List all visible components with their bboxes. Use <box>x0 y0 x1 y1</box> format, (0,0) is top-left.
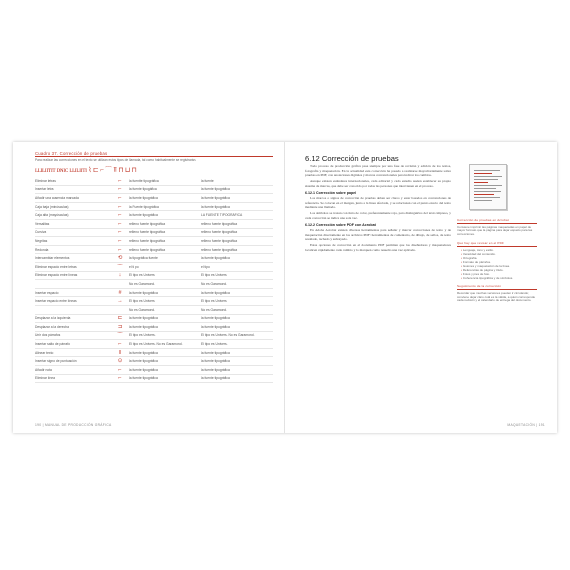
result-text: la fuente tipográfica <box>201 324 230 329</box>
proof-mark-icon: ⌐ <box>118 229 122 236</box>
result-text: la fuente tipográfica <box>201 187 230 192</box>
section-heading: 6.12 Corrección de pruebas <box>305 154 399 163</box>
mark-name: Insertar letra <box>35 187 54 192</box>
mark-name: Eliminar espacio entre letras <box>35 264 77 269</box>
proof-mark-icon: ⌐ <box>118 194 122 201</box>
example-text: la fuente tipográfica <box>129 324 158 329</box>
table-row <box>35 220 273 229</box>
example-text: relleno fuente tipográfica <box>129 238 166 243</box>
result-text: la fuente tipográfica <box>201 367 230 372</box>
table-row <box>35 186 273 195</box>
table-row <box>35 375 273 384</box>
table-row <box>35 357 273 366</box>
table-row <box>35 203 273 212</box>
figure-caption: Cuadro 37. Corrección de pruebas <box>35 151 108 156</box>
proof-mark-icon: # <box>118 289 122 296</box>
result-text: la fuente tipográfica <box>201 204 230 209</box>
mark-name: Intercambiar elementos <box>35 256 70 261</box>
example-text: la fuente tipográfica <box>129 213 158 218</box>
figure-intro: Para realizar las correcciones en el texto se utilizan estos tipos de llamada, tal como habitualmente se registrarán. <box>35 158 197 162</box>
paragraph: En Adobe Acrobat existen diversas herramientas para señalar y marcar correcciones de texto y de maquetación directamente en los archivos PDF: herramientas de comentario, de dibujo, de sellos, de texto resaltado, tachado y subrayado. <box>305 228 451 242</box>
list-item: • Veracidad del contenido. <box>461 252 537 256</box>
table-row <box>35 366 273 375</box>
table-row <box>35 340 273 349</box>
result-text: No es Garamond. <box>201 307 228 312</box>
example-text: No es Garamond. <box>129 307 156 312</box>
checklist <box>457 248 537 280</box>
right-page <box>285 142 557 433</box>
table-row <box>35 254 273 263</box>
proof-mark-icon: ⊐ <box>117 323 123 330</box>
example-text: relleno fuente tipográfica <box>129 247 166 252</box>
proof-mark-icon: ⌐ <box>118 212 122 219</box>
mark-name: Insertar salto de párrafo <box>35 342 71 347</box>
result-text: la fuente tipográfica <box>201 195 230 200</box>
mark-name: Versalitas <box>35 221 50 226</box>
table-row <box>35 194 273 203</box>
sidebar-text: Conviene imprimir las páginas maquetadas en papel de mayor formato que la página para dejar espacio para las correcciones. <box>457 224 533 237</box>
mark-name: Añadir nota <box>35 367 52 372</box>
proof-mark-icon: ⌒ <box>117 264 123 271</box>
example-text: la fuente tipográfica <box>129 195 158 200</box>
mark-name: Desplazar a la derecha <box>35 324 69 329</box>
sidebar-text: Recordar que muchas versiones pueden ir circulando; conviene dejar claro cuál es la válida, a quién corresponde cada revisión y el calendario de entrega del documento. <box>457 290 536 303</box>
mark-name: Desplazar a la izquierda <box>35 316 71 321</box>
mark-name: Añadir una ausencia marcada <box>35 195 79 200</box>
table-row <box>35 323 273 332</box>
example-text: relleno fuente tipográfica <box>129 230 166 235</box>
caption-rule <box>35 156 273 157</box>
proof-mark-icon: ⌐ <box>118 186 122 193</box>
list-item: • Formato de párrafos. <box>461 260 537 264</box>
proof-mark-icon: ⌐ <box>118 341 122 348</box>
result-text: relleno fuente tipográfica <box>201 230 238 235</box>
table-row <box>35 177 273 186</box>
result-text: la fuente tipográfica <box>201 316 230 321</box>
proof-mark-icon: ⌐ <box>118 177 122 184</box>
table-row <box>35 332 273 341</box>
example-text: la Fuente tipográfica <box>129 204 159 209</box>
subheading: 6.12.1 Corrección sobre papel <box>305 190 357 195</box>
result-text: el tipo <box>201 264 210 269</box>
proof-mark-icon: ⌒ <box>117 333 123 340</box>
mark-name: Insertar signo de puntuación <box>35 359 77 364</box>
list-item: • Guiones y maquetación de la línea. <box>461 264 537 268</box>
paragraph: Todo proceso de producción gráfica pasa siempre por una fase de revisión y edición de los textos, fotografía y maquetación. En la actualidad esta corrección ha pasado a realizarse mayoritariamente sobre pruebas en PDF, con anotaciones digitales y marcas convencionales para indicar los cambios. <box>305 164 451 177</box>
result-text: relleno fuente tipográfica <box>201 221 238 226</box>
proof-mark-icon: ⌐ <box>118 203 122 210</box>
example-text: relleno fuente tipográfica <box>129 221 166 226</box>
sidebar-caption: Seguimiento de la corrección <box>457 284 502 289</box>
mark-name: Eliminar espacio entre líneas <box>35 273 78 278</box>
example-text: la fuente tipográfica <box>129 350 158 355</box>
example-text: El tipo es Univers <box>129 273 155 278</box>
example-text: la tipográfica fuente <box>129 256 158 261</box>
table-row <box>35 289 273 298</box>
result-text: la fuente tipográfica <box>201 376 230 381</box>
table-row <box>35 280 273 289</box>
list-item: • Referencias de página y título. <box>461 268 537 272</box>
table-row <box>35 211 273 220</box>
result-text: No es Garamond. <box>201 281 228 286</box>
proof-mark-icon: ⊏ <box>117 315 123 322</box>
result-text: relleno fuente tipográfica <box>201 238 238 243</box>
proof-mark-icon: ‖ <box>118 349 122 356</box>
proof-mark-icon: ⌐ <box>118 375 122 382</box>
table-row <box>35 229 273 238</box>
result-text: El tipo es Univers <box>201 273 227 278</box>
mark-name: Redonda <box>35 247 49 252</box>
mark-name: Alinear texto <box>35 350 54 355</box>
result-text: El tipo es Univers <box>201 299 227 304</box>
result-text: la fuente tipográfica <box>201 350 230 355</box>
sidebar <box>457 164 537 303</box>
proof-symbol-strip: ʟʟɪʟɪɪᴛɪᴛ ᴅɴɪᴄ ʟʟɪʟɪɪᴛɪ ⌇ ⊏ ⌐ ⌒ ⫪ ⊓ ⊔ ⊓ <box>35 166 137 174</box>
mark-name: Cursiva <box>35 230 47 235</box>
result-text: la fuente <box>201 178 214 183</box>
caption-rule <box>457 223 537 224</box>
sidebar-caption: Corrección de pruebas en Acrobat <box>457 218 509 222</box>
mark-name: Eliminar línea <box>35 376 55 381</box>
list-item: • Ortografía. <box>461 256 537 260</box>
subheading: 6.12.2 Corrección sobre PDF con Acrobat <box>305 222 376 227</box>
table-row <box>35 315 273 324</box>
table-row <box>35 306 273 315</box>
example-text: la fuente tipográfica <box>129 316 158 321</box>
sidebar-caption: Qué hay que revisar en el PDF <box>457 240 504 245</box>
example-text: la fuente tipográfica <box>129 376 158 381</box>
proofreading-marks-table <box>35 177 273 383</box>
result-text: El tipo es Univers. <box>201 342 228 347</box>
proof-mark-icon: ⌐ <box>118 237 122 244</box>
left-folio: 190 | MANUAL DE PRODUCCIÓN GRÁFICA <box>35 423 112 427</box>
example-text: la fuente tipográfica <box>129 359 158 364</box>
example-text: El tipo es Univers. <box>129 333 156 338</box>
result-text: LA FUENTE TIPOGRÁFICA <box>201 213 243 218</box>
result-text: la fuente tipográfica <box>201 359 230 364</box>
result-text: relleno fuente tipográfica <box>201 247 238 252</box>
example-text: la fuente tipográfica <box>129 290 158 295</box>
main-text-column <box>305 164 451 254</box>
paragraph: Aunque existen estándares internacionales, cada editorial y cada estudio suelen establecer su propio sistema de marcas, que debe ser conocido por todas las personas que intervienen en el proceso. <box>305 179 451 188</box>
list-item: • Coherencia tipográfica y de símbolos. <box>461 276 537 280</box>
mark-name: Insertar espacio <box>35 290 59 295</box>
mark-name: Insertar espacio entre líneas <box>35 299 77 304</box>
result-text: la fuente tipográfica <box>201 256 230 261</box>
mark-name: Eliminar letras <box>35 178 56 183</box>
paragraph: Los símbolos se trazan con tinta de color, preferentemente roja, para distinguirlos del texto impreso, y cada corrección se indica una sola vez. <box>305 211 451 220</box>
paragraph: Estas opciones de corrección en el documento PDF permiten que los diseñadores y maquetadores localicen rápidamente cada cambio y lo marquen como resuelto una vez aplicado. <box>305 243 451 252</box>
result-text: la fuente tipográfica <box>201 290 230 295</box>
mark-name: Unir dos párrafos <box>35 333 61 338</box>
list-item: • Lenguaje, tono y estilo. <box>461 248 537 252</box>
table-row <box>35 263 273 272</box>
table-row <box>35 272 273 281</box>
example-text: El tipo es Univers <box>129 299 155 304</box>
left-page <box>13 142 285 433</box>
proof-page-thumbnail <box>469 164 507 210</box>
proof-mark-icon: ⌐ <box>118 220 122 227</box>
book-spread <box>13 142 557 433</box>
list-item: • Fotos y pies de foto. <box>461 272 537 276</box>
table-row <box>35 349 273 358</box>
example-text: No es Garamond. <box>129 281 156 286</box>
table-row <box>35 246 273 255</box>
proof-mark-icon: ⟲ <box>117 255 123 262</box>
example-text: la fuente tipográfica <box>129 367 158 372</box>
result-text: El tipo es Univers. No es Garamond. <box>201 333 255 338</box>
table-row <box>35 297 273 306</box>
proof-mark-icon: → <box>117 298 123 305</box>
paragraph: Los marcos o signos de corrección de pruebas deben ser claros y estar basados en convenciones de referencia. Se colocan en el margen, junto a la línea afectada, y se relacionan con el punto exacto del texto mediante una llamada. <box>305 196 451 210</box>
mark-name: Caja alta (mayúsculas) <box>35 213 69 218</box>
example-text: la fuentte tipográfica <box>129 178 159 183</box>
proof-mark-icon: ⌐ <box>118 366 122 373</box>
caption-rule <box>457 246 537 247</box>
example-text: la fuente tipogáfica <box>129 187 157 192</box>
proof-mark-icon: ⊙ <box>117 358 123 365</box>
proof-mark-icon: ↓ <box>118 272 122 279</box>
table-row <box>35 237 273 246</box>
proof-mark-icon: ⌐ <box>118 246 122 253</box>
example-text: el ti po <box>129 264 139 269</box>
mark-name: Negritas <box>35 238 48 243</box>
right-folio: MAQUETACIÓN | 191 <box>507 423 545 427</box>
mark-name: Caja baja (minúsculas) <box>35 204 69 209</box>
example-text: El tipo es Univers. No es Garamond. <box>129 342 183 347</box>
